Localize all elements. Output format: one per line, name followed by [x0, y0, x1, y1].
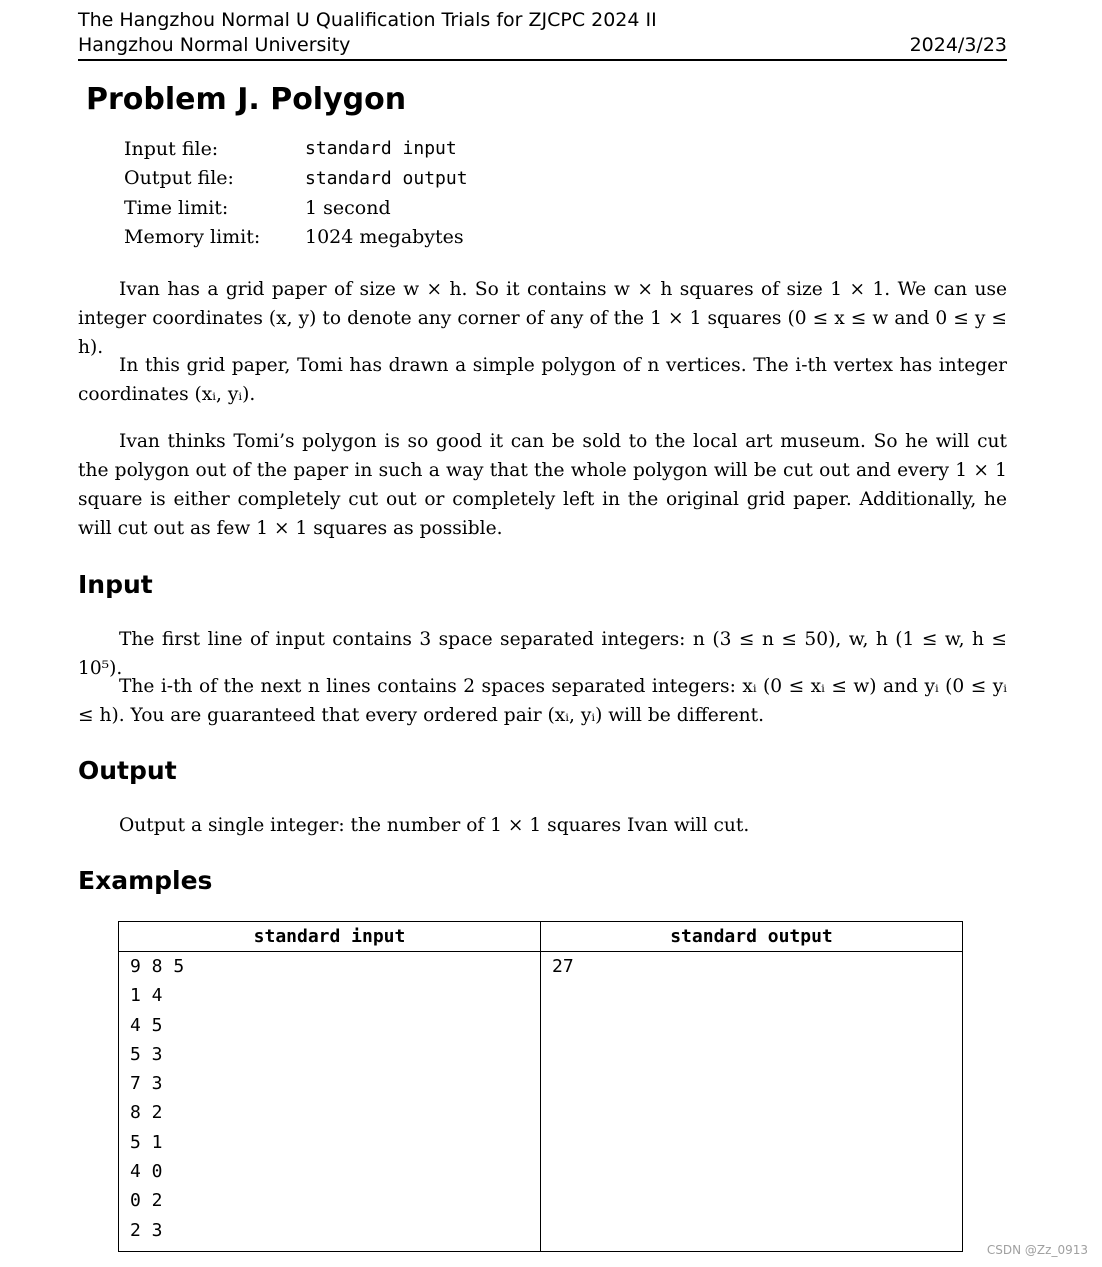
statement [78, 275, 1007, 362]
statement-part-3 [78, 427, 1007, 543]
example-input-line: 0 2 [130, 1190, 163, 1212]
example-input-line: 5 3 [130, 1043, 163, 1065]
memory-limit-value: 1024 megabytes [305, 226, 464, 249]
time-limit-label: Time limit: [124, 196, 229, 219]
output-description [78, 811, 1007, 840]
problem-title: Problem J. Polygon [86, 82, 407, 117]
statement-paragraph: In this grid paper, Tomi has drawn a simple polygon of n vertices. The i-th vertex has integer coordinates (xᵢ, yᵢ). [78, 355, 1007, 405]
example-input-line: 4 5 [130, 1014, 163, 1036]
example-input-line: 1 4 [130, 985, 163, 1007]
example-input-line: 9 8 5 [130, 956, 185, 977]
example-input-line: 7 3 [130, 1073, 163, 1095]
input-description-2 [78, 672, 1007, 730]
header-divider [78, 59, 1007, 61]
example-output-line: 27 [552, 956, 574, 977]
limit-row-memory [124, 223, 468, 253]
input-paragraph: The i-th of the next n lines contains 2 spaces separated integers: xᵢ (0 ≤ xᵢ ≤ w) and yᵢ (0 ≤ yᵢ ≤ h). You are guaranteed that every ordered pair (xᵢ, yᵢ) will be different. [78, 676, 1007, 726]
input-file-label: Input file: [124, 137, 219, 160]
input-file-value: standard input [305, 138, 457, 160]
statement-paragraph: Ivan has a grid paper of size w × h. So it contains w × h squares of size 1 × 1. We can use integer coordinates (x, y) to denote any corner of any of the 1 × 1 squares (0 ≤ x ≤ w and 0 ≤ y ≤ h). [78, 279, 1007, 358]
example-output-cell [541, 952, 962, 1251]
memory-limit-label: Memory limit: [124, 226, 261, 249]
statement-part-2 [78, 351, 1007, 409]
example-input-line: 5 1 [130, 1131, 163, 1153]
university-name: Hangzhou Normal University [78, 34, 351, 56]
limit-row-input [124, 134, 468, 164]
limit-row-output [124, 164, 468, 194]
output-file-value: standard output [305, 167, 468, 189]
time-limit-value: 1 second [305, 196, 391, 219]
input-heading: Input [78, 570, 153, 599]
example-input-cell [119, 952, 541, 1251]
limits-table [124, 134, 468, 252]
examples-heading: Examples [78, 866, 213, 895]
example-input-line: 2 3 [130, 1219, 163, 1241]
examples-input-column-header: standard input [119, 922, 541, 951]
contest-name: The Hangzhou Normal U Qualification Trials for ZJCPC 2024 II [78, 9, 657, 31]
contest-date: 2024/3/23 [909, 34, 1007, 56]
statement-paragraph: Ivan thinks Tomi’s polygon is so good it can be sold to the local art museum. So he will cut the polygon out of the paper in such a way that the whole polygon will be cut out and every 1 × 1 square is either completely cut out or completely left in the original grid paper. Additionally, he will cut out as few 1 × 1 squares as possible. [78, 431, 1007, 539]
example-input-line: 4 0 [130, 1161, 163, 1183]
examples-table-body [119, 952, 962, 1251]
example-input-line: 8 2 [130, 1102, 163, 1124]
examples-table-header [119, 922, 962, 952]
page-header [78, 8, 1007, 58]
output-paragraph: Output a single integer: the number of 1 × 1 squares Ivan will cut. [119, 815, 750, 836]
watermark: CSDN @Zz_0913 [986, 1243, 1088, 1257]
examples-table [118, 921, 963, 1252]
output-heading: Output [78, 756, 177, 785]
limit-row-time [124, 193, 468, 223]
examples-output-column-header: standard output [670, 926, 833, 947]
output-file-label: Output file: [124, 167, 234, 190]
input-paragraph: The first line of input contains 3 space separated integers: n (3 ≤ n ≤ 50), w, h (1 ≤ w, h ≤ 10⁵). [78, 629, 1007, 679]
